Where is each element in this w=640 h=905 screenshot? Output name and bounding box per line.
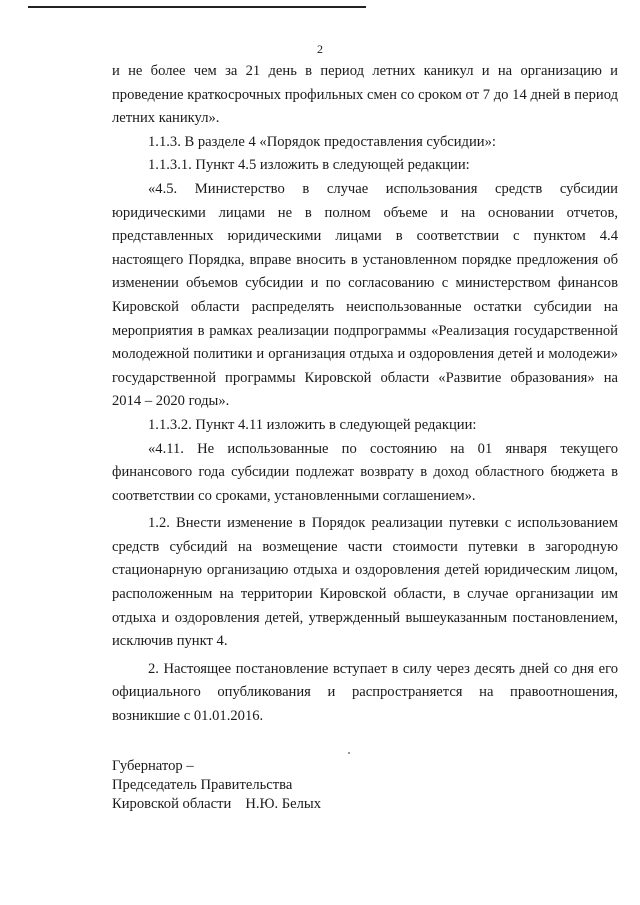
signature-title-line-2: Председатель Правительства (112, 777, 293, 793)
paragraph-2: 2. Настоящее постановление вступает в силу через десять дней со дня его официального опубликования и распространяется на правоотношения, возникшие с 01.01.2016. (112, 660, 618, 725)
paragraph-continuation: и не более чем за 21 день в период летних каникул и на организацию и проведение краткосрочных профильных смен со сроком от 7 до 14 дней в период летних каникул». (112, 63, 618, 127)
signature-name: Н.Ю. Белых (245, 796, 322, 812)
signature-title-line-1: Губернатор – (112, 758, 194, 774)
page-number: 2 (317, 42, 323, 56)
paragraph-quote-4-11: «4.11. Не использованные по состоянию на 01 января текущего финансового года субсидии подлежат возврату в доход областного бюджета в соответствии со сроками, установленными соглашением». (112, 440, 618, 504)
signature-block (112, 757, 321, 814)
paragraph-1-2: 1.2. Внести изменение в Порядок реализации путевки с использованием средств субсидий на возмещение части стоимости путевки в загородную стационарную организацию отдыха и оздоровления детей юридическим лицом, расположенным на территории Кировской области, в случае организации им отдыха и оздоровления детей, утвержденный вышеуказанным постановлением, исключив пункт 4. (112, 515, 618, 650)
paragraph-1-1-3-2: 1.1.3.2. Пункт 4.11 изложить в следующей редакции: (148, 416, 477, 433)
scan-speck (348, 752, 350, 754)
paragraph-1-1-3-1: 1.1.3.1. Пункт 4.5 изложить в следующей редакции: (148, 157, 470, 174)
document-body (112, 60, 618, 729)
signature-region: Кировской области (112, 796, 232, 812)
paragraph-quote-4-5: «4.5. Министерство в случае использования средств субсидии юридическими лицами не в полном объеме и на основании отчетов, представленных юридическими лицами в соответствии с пунктом 4.4 настоящего Порядка, вправе вносить в установленном порядке предложения об изменении объемов субсидии и по согласованию с министерством финансов Кировской области распределять неиспользованные остатки субсидии на мероприятия в рамках реализации подпрограммы «Реализация государственной молодежной политики и организация отдыха и оздоровления детей и молодежи» государственной программы Кировской области «Развитие образования» на 2014 – 2020 годы». (112, 180, 618, 410)
top-rule (28, 6, 366, 8)
signature-title-line-3 (112, 795, 321, 814)
paragraph-1-1-3: 1.1.3. В разделе 4 «Порядок предоставления субсидии»: (148, 133, 496, 150)
